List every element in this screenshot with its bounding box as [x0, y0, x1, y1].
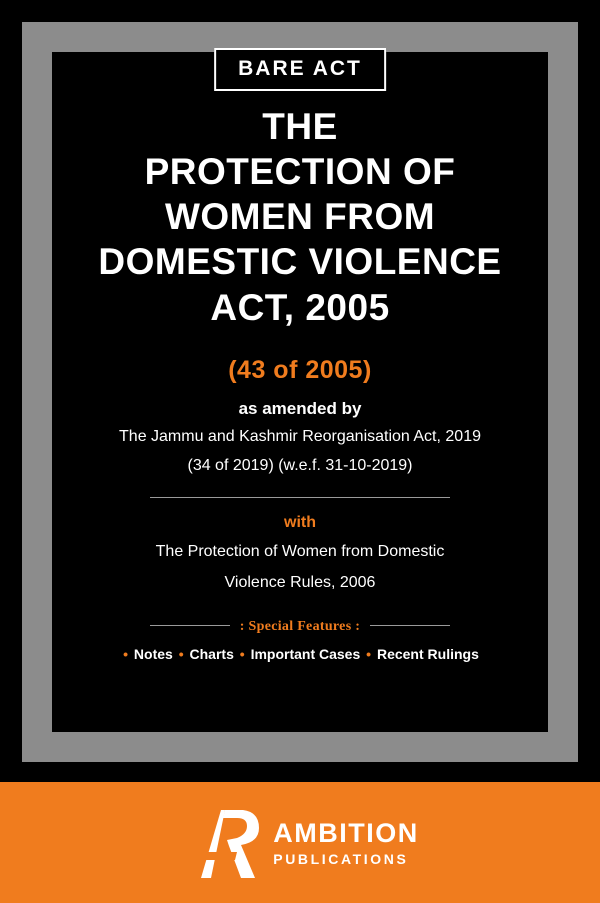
amendment-line-1: The Jammu and Kashmir Reorganisation Act, 2019	[119, 427, 481, 445]
publisher-name: AMBITION	[273, 817, 419, 848]
amended-label: as amended by	[238, 398, 362, 418]
title-line-4: DOMESTIC VIOLENCE	[98, 241, 502, 283]
feature-bullet-icon: •	[239, 646, 245, 663]
publisher-subtitle: PUBLICATIONS	[273, 850, 409, 867]
title-line-3: WOMEN FROM	[164, 196, 436, 238]
title-line-1: THE	[262, 106, 338, 147]
special-features-title: : Special Features :	[230, 619, 370, 635]
title-line-5: ACT, 2005	[210, 286, 390, 328]
publisher-logo-area	[0, 782, 600, 903]
rules-line-1: The Protection of Women from Domestic	[155, 543, 445, 560]
series-badge: BARE ACT	[214, 48, 386, 91]
publisher-brand	[273, 817, 419, 867]
publisher-footer	[0, 782, 600, 903]
feature-item-4: Recent Rulings	[376, 646, 479, 663]
act-number: (43 of 2005)	[228, 355, 372, 384]
cover-content	[52, 52, 548, 732]
page-title	[78, 104, 522, 330]
feature-bullet-icon: •	[366, 646, 372, 663]
feature-item-3: Important Cases	[250, 646, 361, 663]
special-features-section	[78, 616, 522, 662]
special-features-list	[78, 646, 522, 662]
feature-item-1: Notes	[133, 646, 173, 663]
with-label: with	[284, 514, 316, 531]
feature-bullet-icon: •	[123, 646, 129, 663]
feature-bullet-icon: •	[178, 646, 184, 663]
title-line-2: PROTECTION OF	[144, 151, 456, 193]
feature-item-2: Charts	[189, 646, 234, 663]
amendment-line-2: (34 of 2019) (w.e.f. 31-10-2019)	[187, 456, 413, 474]
rules-line-2: Violence Rules, 2006	[224, 574, 376, 592]
section-divider	[150, 497, 450, 498]
ambition-r-logo-icon	[181, 800, 267, 886]
